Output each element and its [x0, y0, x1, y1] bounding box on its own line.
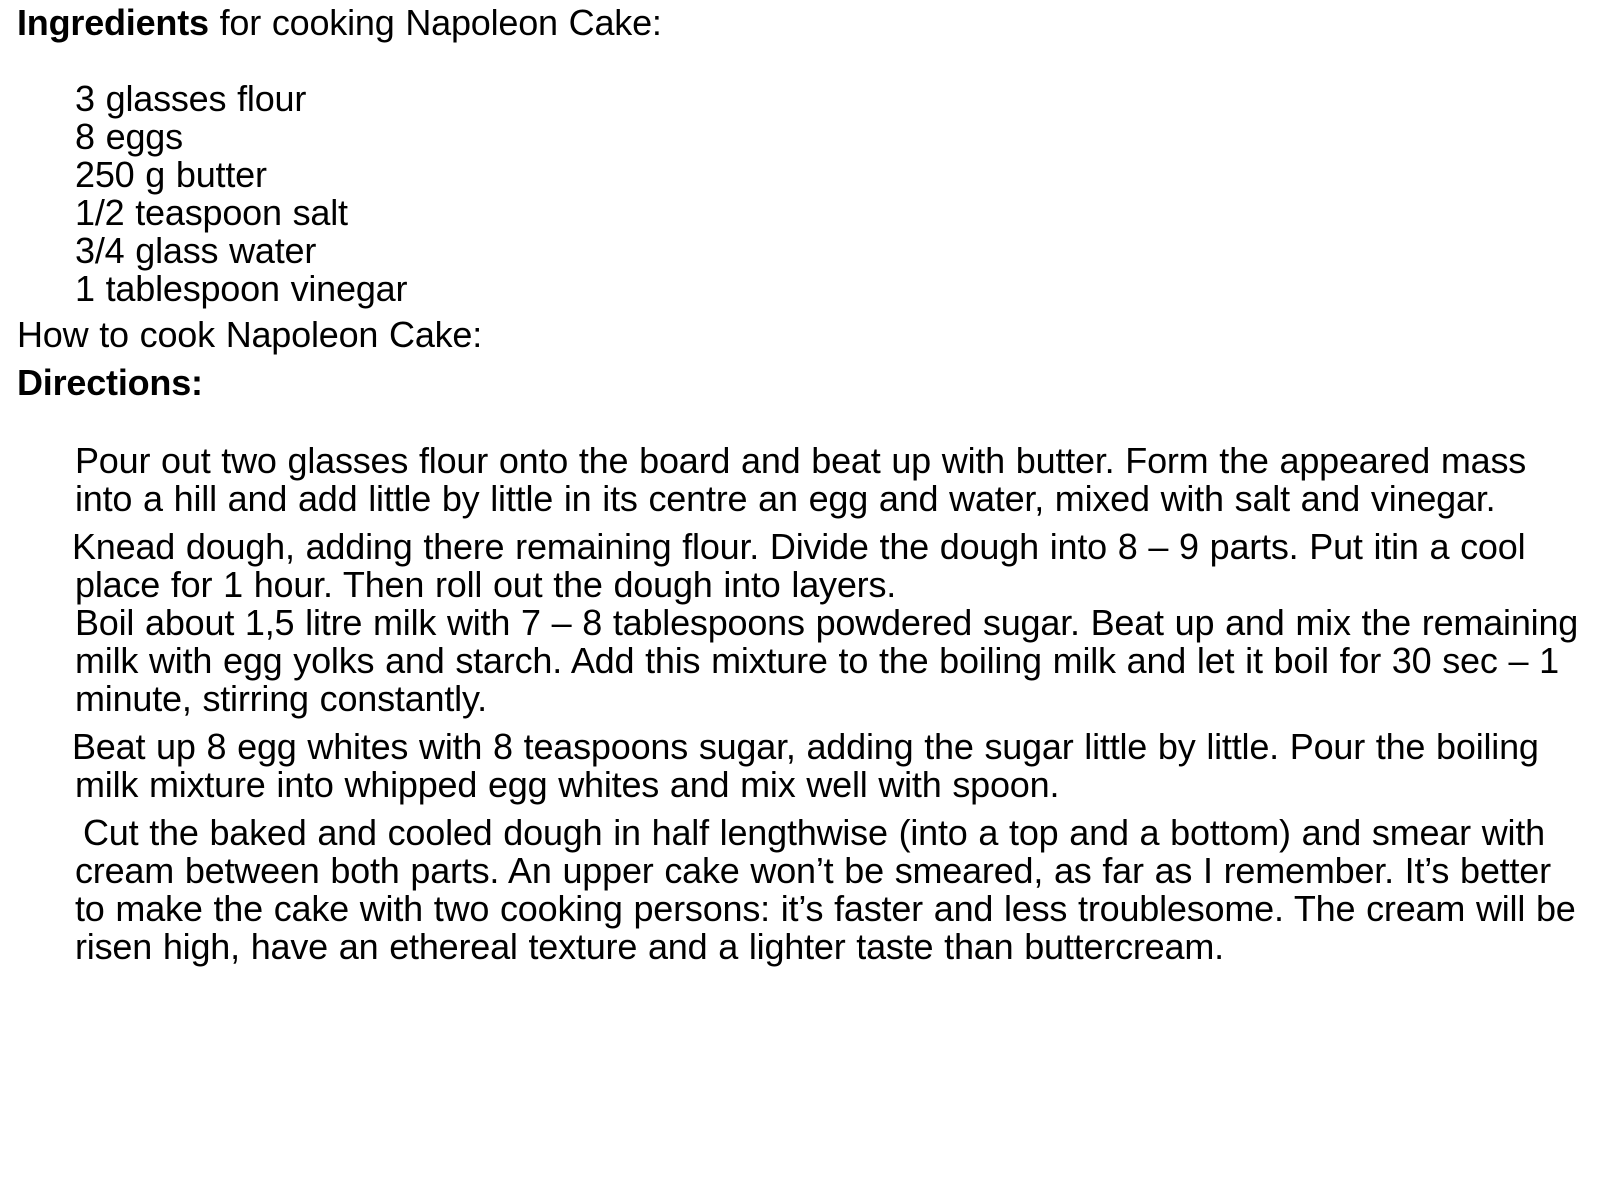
ingredient-item: 8 eggs — [75, 116, 183, 157]
direction-paragraph: Beat up 8 egg whites with 8 teaspoons sugar, adding the sugar little by little. Pour the boiling milk mixture into whipped egg whites and mix well with spoon. — [72, 726, 1539, 805]
direction-paragraph: Boil about 1,5 litre milk with 7 – 8 tablespoons powdered sugar. Beat up and mix the remaining milk with egg yolks and starch. Add this mixture to the boiling milk and let it boil for 30 sec – 1 minute, stirring constantly. — [75, 602, 1579, 719]
recipe-document — [17, 4, 1587, 976]
ingredient-item: 1/2 teaspoon salt — [75, 192, 348, 233]
ingredient-item: 1 tablespoon vinegar — [75, 268, 408, 309]
ingredients-heading-rest: for cooking Napoleon Cake: — [208, 2, 662, 43]
direction-paragraph: Knead dough, adding there remaining flour. Divide the dough into 8 – 9 parts. Put itin a cool place for 1 hour. Then roll out the dough into layers. — [72, 526, 1526, 605]
directions-heading: Directions: — [17, 362, 203, 403]
ingredient-item: 3 glasses flour — [75, 78, 307, 119]
ingredients-heading — [17, 4, 1587, 42]
how-to-heading: How to cook Napoleon Cake: — [17, 314, 483, 355]
ingredient-item: 3/4 glass water — [75, 230, 317, 271]
directions-section — [17, 442, 1587, 966]
ingredient-item: 250 g butter — [75, 154, 267, 195]
ingredients-list — [17, 80, 1587, 308]
direction-paragraph: Cut the baked and cooled dough in half lengthwise (into a top and a bottom) and smear with cream between both parts. An upper cake won’t be smeared, as far as I remember. It’s better to make the cake with two cooking persons: it’s faster and less troublesome. The cream will be risen high, have an ethereal texture and a lighter taste than buttercream. — [75, 812, 1576, 967]
direction-paragraph: Pour out two glasses flour onto the board and beat up with butter. Form the appeared mass into a hill and add little by little in its centre an egg and water, mixed with salt and vinegar. — [75, 440, 1527, 519]
ingredients-heading-bold: Ingredients — [17, 2, 209, 43]
